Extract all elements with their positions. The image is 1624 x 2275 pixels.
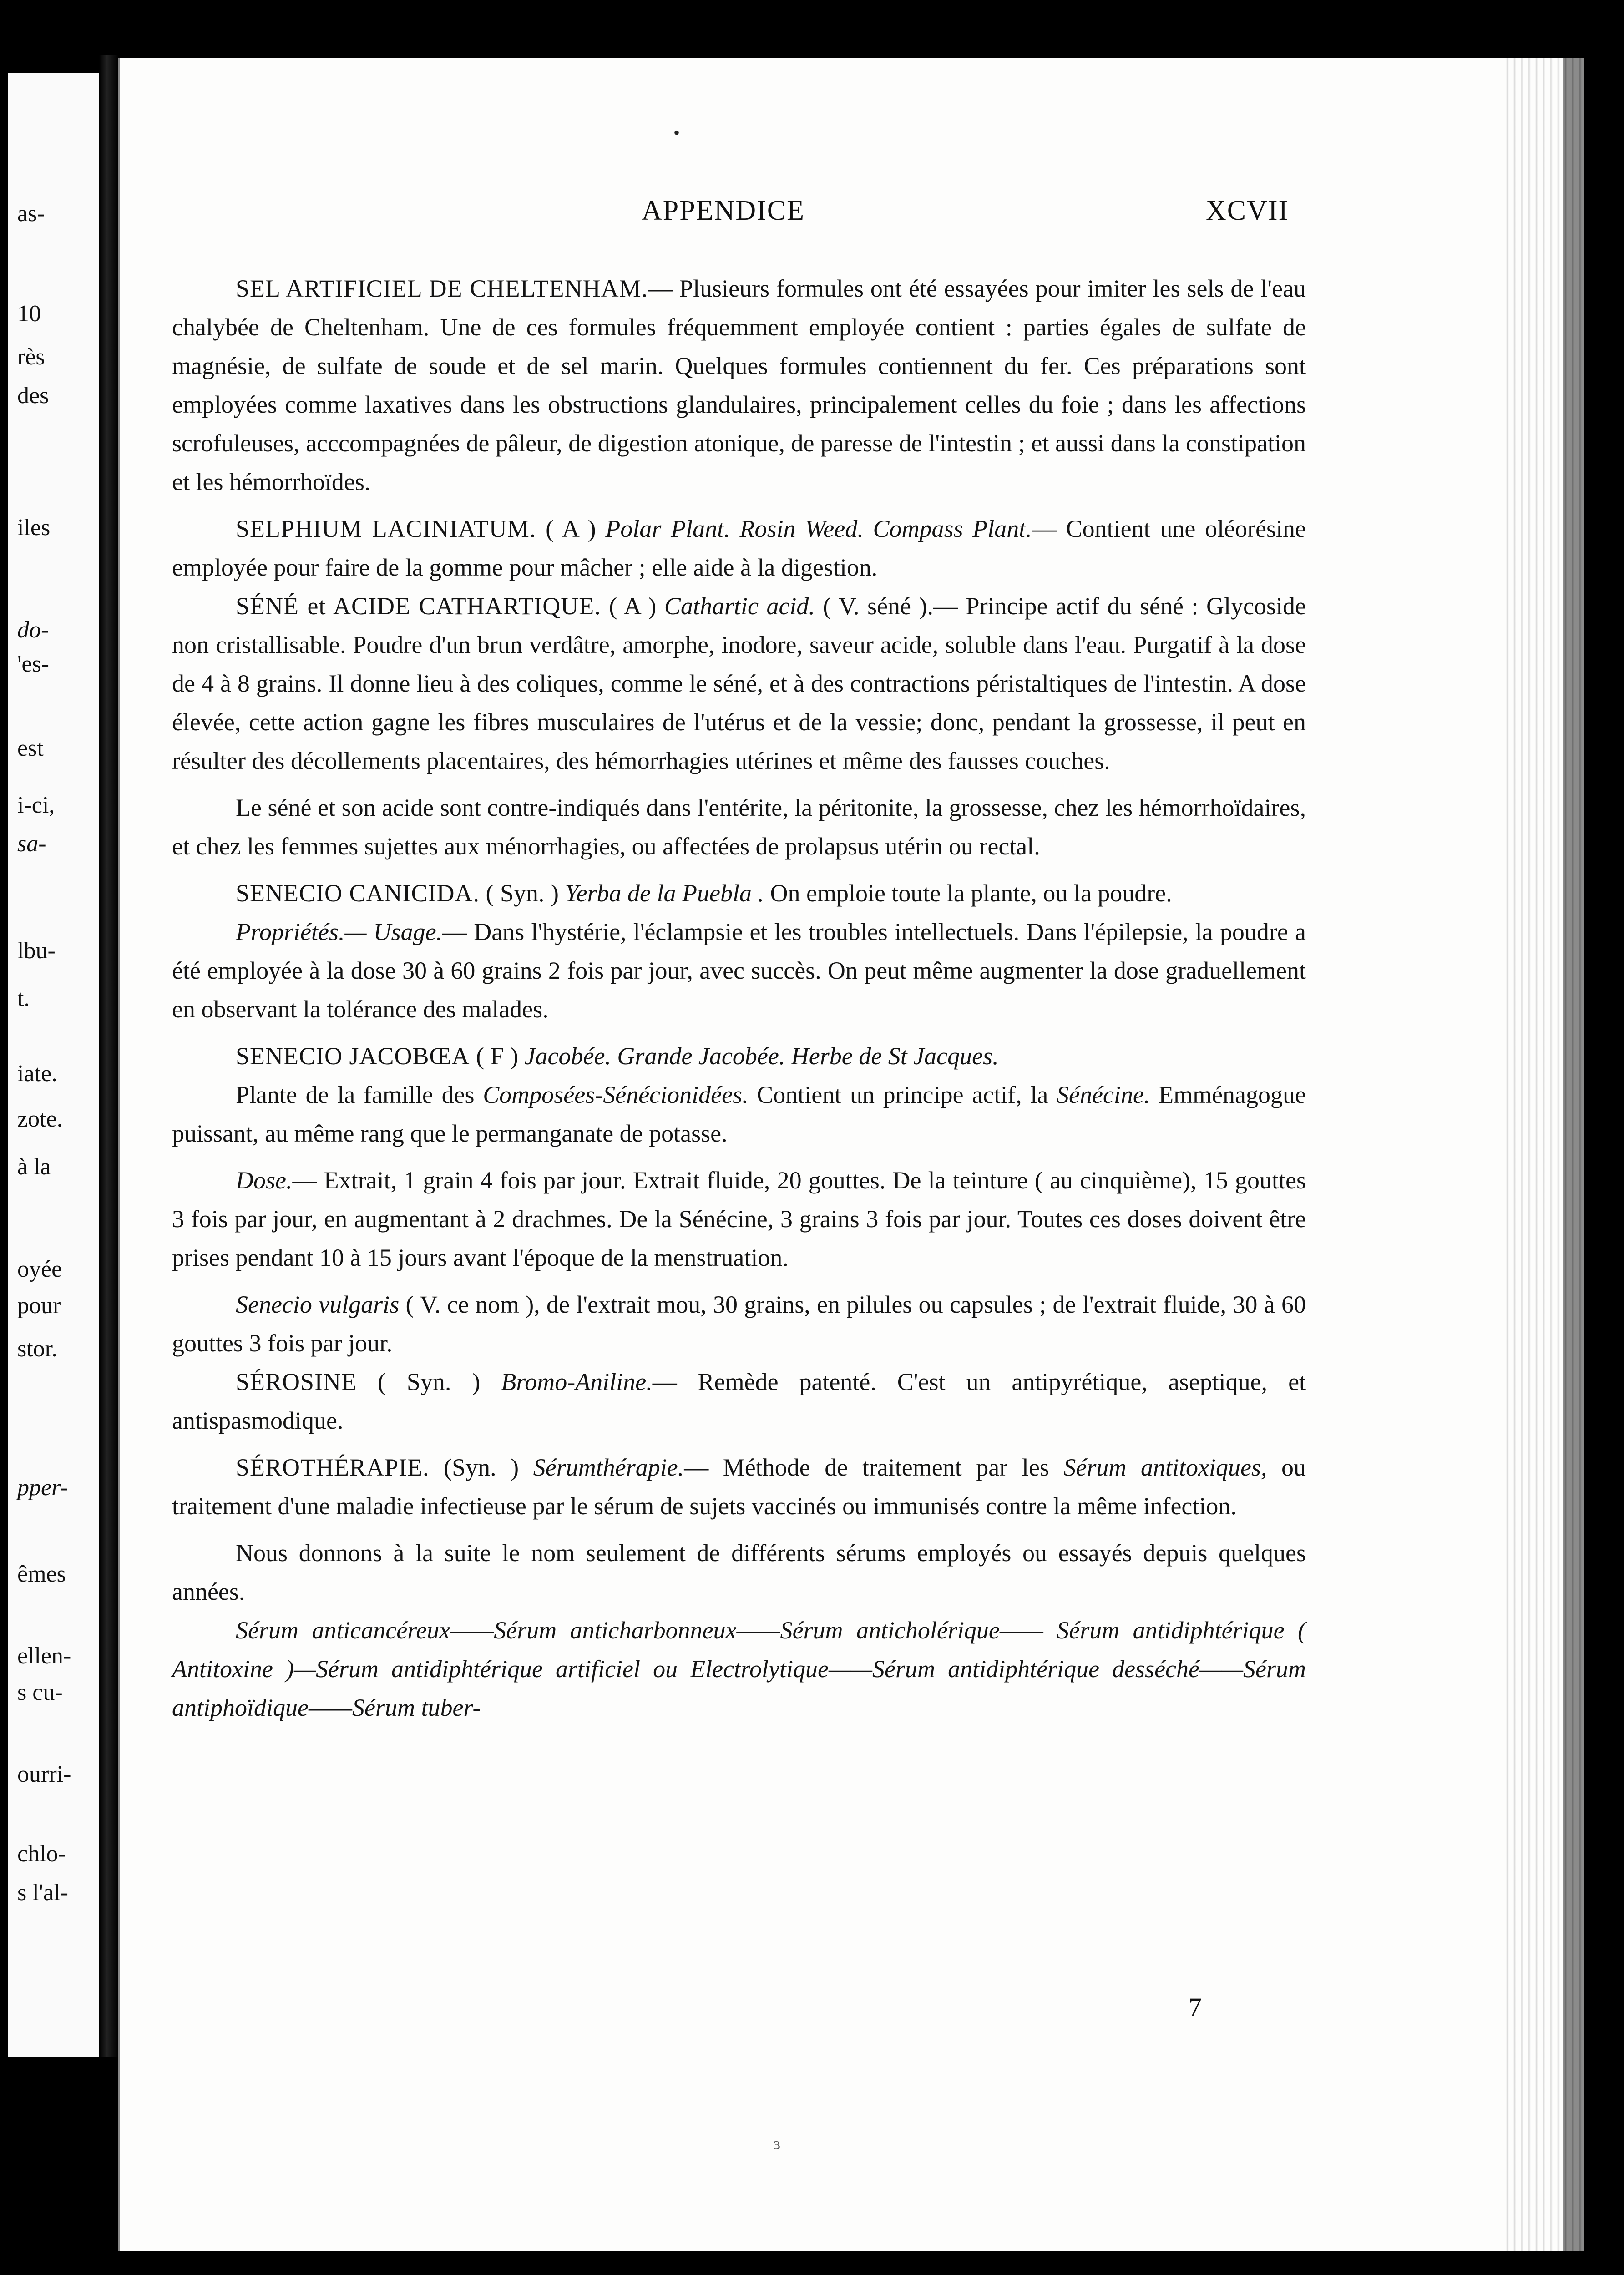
entry-senecio-jacobea <box>172 1037 1306 1076</box>
entry-tag: ( A ) <box>609 592 657 620</box>
page-number: XCVII <box>1206 195 1289 226</box>
entry-tag: ( A ) <box>546 515 596 542</box>
entry-serotherapie-intro: Nous donnons à la suite le nom seulement de différents sérums employés ou essayés depuis quelques années. <box>172 1539 1306 1605</box>
entry-text: — Méthode de traitement par les <box>684 1454 1064 1481</box>
entry-names: Cathartic acid. <box>664 592 815 620</box>
entry-text: — Plusieurs formules ont été essayées pour imiter les sels de l'eau chalybée de Cheltenham. Une de ces formules fréquemment employée contient : parties égales de sulfate de magnésie, de sulfate de soude et de sel marin. Quelques formules contiennent du fer. Ces préparations sont employées comme laxatives dans les obstructions glandulaires, principalement celles du foie ; dans les affections scrofuleuses, acccompagnées de pâleur, de digestion atonique, de paresse de l'intestin ; et aussi dans la constipation et les hémorrhoïdes. <box>172 275 1306 495</box>
entry-text: — Contient une oléorésine employée pour faire de la gomme pour mâcher ; elle aide à la digestion. <box>172 515 1306 581</box>
left-page-fragment: stor. <box>17 1336 58 1362</box>
left-page-fragment: s l'al- <box>17 1880 68 1906</box>
entry-head: SÉROSINE <box>236 1368 357 1395</box>
left-page-fragment: i-ci, <box>17 792 55 818</box>
left-page-fragment: êmes <box>17 1561 66 1587</box>
entry-text: On emploie toute la plante, ou la poudre. <box>770 880 1172 907</box>
entry-serotherapie <box>172 1448 1306 1526</box>
page-title: APPENDICE <box>642 195 805 226</box>
adjacent-page-fragment <box>8 73 99 2057</box>
entry-serum-term: Sérum antitoxiques, <box>1063 1454 1267 1481</box>
entry-names: Jacobée. Grande Jacobée. Herbe de St Jacques. <box>524 1042 999 1070</box>
entry-serosine <box>172 1363 1306 1440</box>
page-edges <box>1502 58 1584 2251</box>
left-page-fragment: sa- <box>17 831 46 857</box>
vulgaris-name: Senecio vulgaris <box>236 1291 400 1318</box>
entry-tag: ( Syn. ) <box>377 1368 481 1395</box>
left-page-fragment: 'es- <box>17 651 50 677</box>
desc-text: Plante de la famille des <box>236 1081 483 1108</box>
usage-label: Propriétés.— Usage. <box>236 918 443 945</box>
serum-list: Sérum anticancéreux——Sérum anticharbonneux——Sérum anticholérique—— Sérum antidiphtérique ( Antitoxine )—Sérum antidiphtérique artificiel ou Electrolytique——Sérum antidiphtérique desséché——Sérum antiphoïdique——Sérum tuber- <box>172 1617 1306 1721</box>
desc-text: Contient un principe actif, la <box>748 1081 1057 1108</box>
desc-principle: Sénécine. <box>1057 1081 1150 1108</box>
left-page-fragment: chlo- <box>17 1841 66 1867</box>
entry-head: SELPHIUM LACINIATUM. <box>236 515 536 542</box>
dose-label: Dose. <box>236 1167 293 1194</box>
entry-head: SENECIO CANICIDA. <box>236 880 480 907</box>
entry-head: SENECIO JACOBŒA <box>236 1042 470 1070</box>
left-page-fragment: as- <box>17 201 45 227</box>
left-page-fragment: rès <box>17 344 45 370</box>
left-page-fragment: ellen- <box>17 1643 71 1669</box>
desc-family: Composées-Sénécionidées. <box>483 1081 749 1108</box>
entry-senecio-jacobea-dose <box>172 1161 1306 1277</box>
printer-mark-bottom: ɜ <box>774 2134 781 2153</box>
signature-mark: 7 <box>1189 1992 1202 2022</box>
usage-text: — Dans l'hystérie, l'éclampsie et les troubles intellectuels. Dans l'épilepsie, la poudre a été employée à la dose 30 à 60 grains 2 fois par jour, avec succès. On peut même augmenter la dose graduellement en observant la tolérance des malades. <box>172 918 1306 1023</box>
entry-senecio-vulgaris <box>172 1285 1306 1363</box>
left-page-fragment: lbu- <box>17 938 56 964</box>
left-page-fragment: zote. <box>17 1106 63 1132</box>
entry-ref: ( V. séné ). <box>823 592 934 620</box>
left-page-fragment: iate. <box>17 1061 58 1087</box>
entry-names: Yerba de la Puebla . <box>565 880 764 907</box>
entry-tag: ( Syn. ) <box>486 880 559 907</box>
left-page-fragment: t. <box>17 986 30 1011</box>
entry-names: Sérumthérapie. <box>533 1454 684 1481</box>
left-page-fragment: oyée <box>17 1256 62 1282</box>
left-page-fragment: do- <box>17 617 49 643</box>
entry-text: ou traitement d'une maladie infectieuse par le sérum de sujets vaccinés ou immunisés contre la même infection. <box>172 1454 1306 1520</box>
page-body <box>172 269 1306 1727</box>
entry-head: SÉNÉ et ACIDE CATHARTIQUE. <box>236 592 601 620</box>
left-page-fragment: des <box>17 383 49 409</box>
left-page-fragment: est <box>17 735 44 761</box>
left-page-fragment: s cu- <box>17 1679 63 1705</box>
left-page-fragment: 10 <box>17 301 41 327</box>
entry-sene <box>172 587 1306 780</box>
entry-head: SÉROTHÉRAPIE. <box>236 1454 430 1481</box>
entry-head: SEL ARTIFICIEL DE CHELTENHAM. <box>236 275 648 302</box>
entry-names: Polar Plant. Rosin Weed. Compass Plant. <box>605 515 1032 542</box>
dose-text: — Extrait, 1 grain 4 fois par jour. Extrait fluide, 20 gouttes. De la teinture ( au cinquième), 15 gouttes 3 fois par jour, en augmentant à 2 drachmes. De la Sénécine, 3 grains 3 fois par jour. Toutes ces doses doivent être prises pendant 10 à 15 jours avant l'époque de la menstruation. <box>172 1167 1306 1271</box>
book-gutter <box>99 55 118 2057</box>
entry-selphium <box>172 510 1306 587</box>
left-page-fragment: à la <box>17 1154 51 1180</box>
entry-senecio-canicida-usage <box>172 913 1306 1029</box>
entry-senecio-canicida <box>172 874 1306 913</box>
printer-mark: • <box>673 122 680 143</box>
left-page-fragment: pour <box>17 1293 61 1319</box>
left-page-fragment: pper- <box>17 1475 68 1501</box>
left-page-fragment: iles <box>17 515 51 541</box>
entry-sene-contra: Le séné et son acide sont contre-indiqués dans l'entérite, la péritonite, la grossesse, chez les hémorrhoïdaires, et chez les femmes sujettes aux ménorrhagies, ou affectées de prolapsus utérin ou rectal. <box>172 794 1306 860</box>
entry-sel-artificiel <box>172 269 1306 501</box>
entry-tag: (Syn. ) <box>444 1454 519 1481</box>
entry-text: — Principe actif du séné : Glycoside non cristallisable. Poudre d'un brun verdâtre, amorphe, inodore, saveur acide, soluble dans l'eau. Purgatif à la dose de 4 à 8 grains. Il donne lieu à des coliques, comme le séné, et à des contractions péristaltiques de l'intestin. A dose élevée, cette action gagne les fibres musculaires de l'utérus et de la vessie; donc, pendant la grossesse, il peut en résulter des décollements placentaires, des hémorrhagies utérines et même des fausses couches. <box>172 592 1306 774</box>
entry-tag: ( F ) <box>476 1042 519 1070</box>
desc-text: Emménagogue puissant, au même rang que le permanganate de potasse. <box>172 1081 1306 1147</box>
entry-text: — Remède patenté. C'est un antipyrétique, aseptique, et antispasmodique. <box>172 1368 1306 1434</box>
vulgaris-text: ( V. ce nom ), de l'extrait mou, 30 grains, en pilules ou capsules ; de l'extrait fluide, 30 à 60 gouttes 3 fois par jour. <box>172 1291 1306 1357</box>
entry-senecio-jacobea-desc <box>172 1076 1306 1153</box>
entry-names: Bromo-Aniline. <box>501 1368 653 1395</box>
left-page-fragment: ourri- <box>17 1761 71 1787</box>
